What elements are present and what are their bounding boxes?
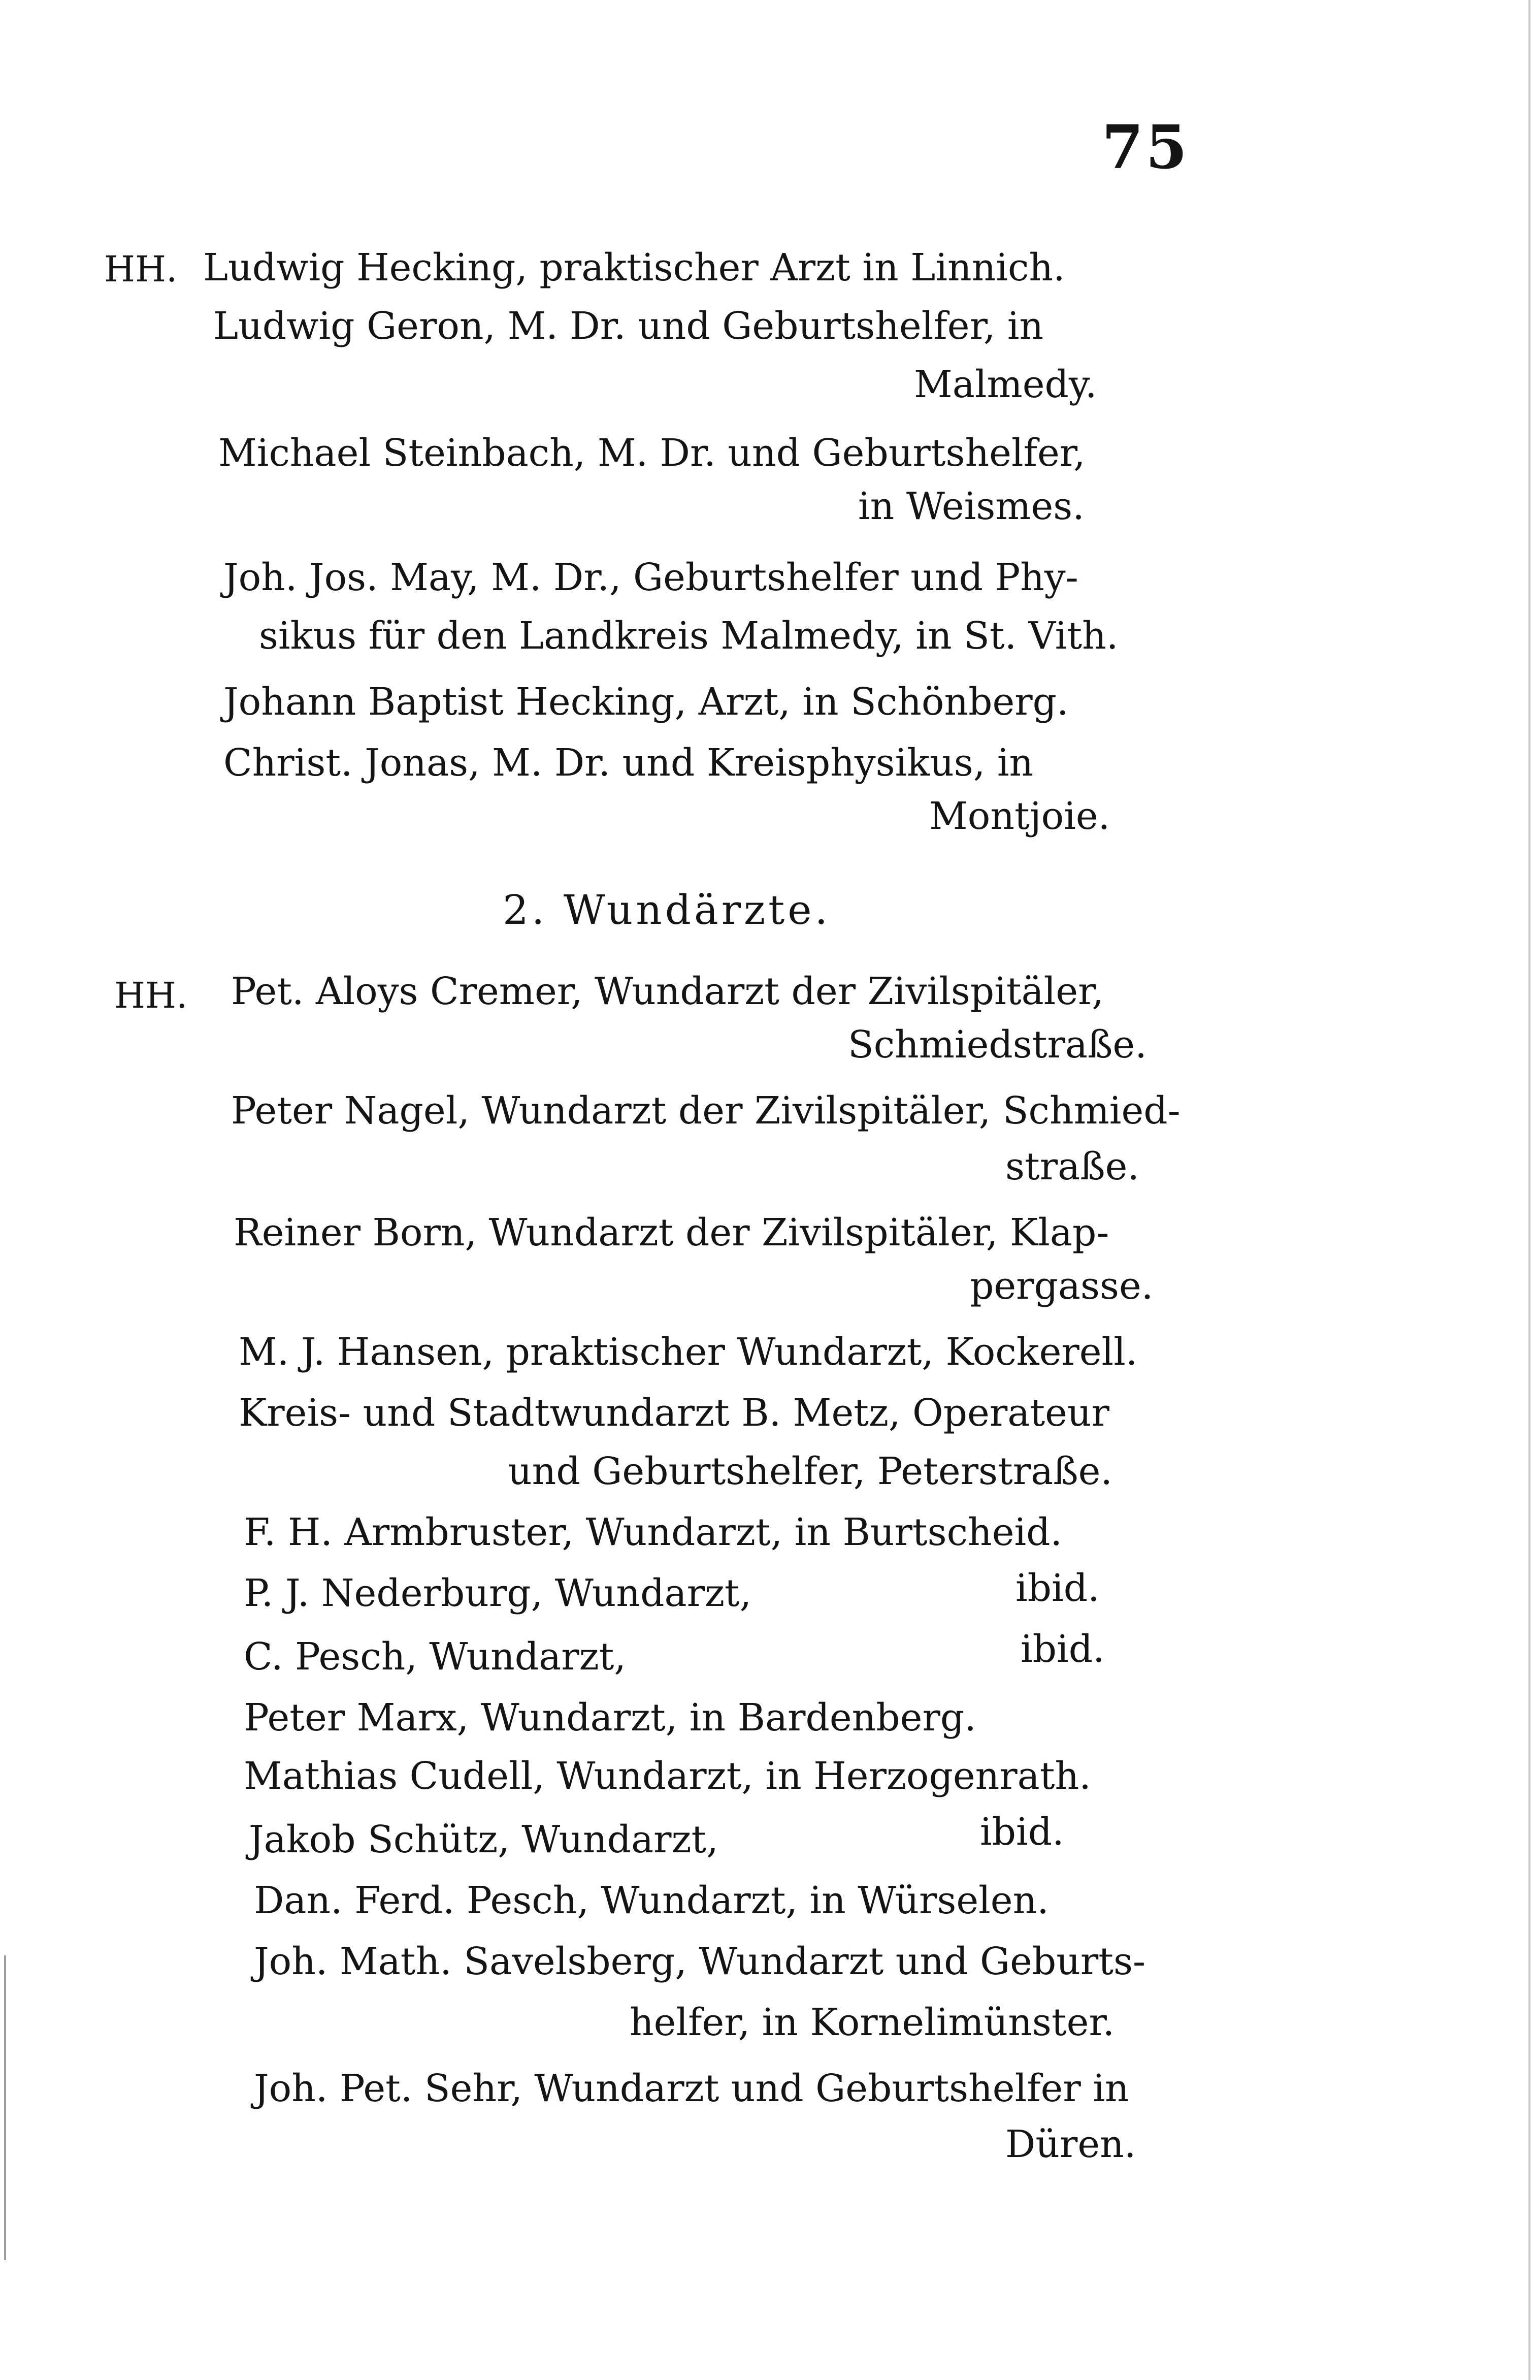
- entry-line: Reiner Born, Wundarzt der Zivilspitäler, Klap-: [234, 1211, 1109, 1255]
- entry-line: Montjoie.: [929, 794, 1110, 838]
- entry-line: pergasse.: [970, 1264, 1154, 1308]
- entry-line: Ludwig Hecking, praktischer Arzt in Linnich.: [203, 246, 1065, 290]
- entry-line: ibid.: [1021, 1627, 1105, 1671]
- entry-line: Pet. Aloys Cremer, Wundarzt der Zivilspitäler,: [231, 970, 1104, 1013]
- page-edge-shadow: [1528, 0, 1531, 2380]
- entry-line: Peter Marx, Wundarzt, in Bardenberg.: [244, 1696, 976, 1740]
- entry-line: F. H. Armbruster, Wundarzt, in Burtscheid.: [244, 1510, 1063, 1554]
- entry-line: M. J. Hansen, praktischer Wundarzt, Kockerell.: [239, 1330, 1138, 1374]
- entry-line: helfer, in Kornelimünster.: [630, 2001, 1115, 2044]
- entry-line: in Weismes.: [858, 485, 1085, 528]
- entry-line: Johann Baptist Hecking, Arzt, in Schönberg.: [223, 680, 1069, 724]
- entry-line: sikus für den Landkreis Malmedy, in St. Vith.: [259, 614, 1119, 658]
- section-heading: 2. Wundärzte.: [503, 886, 831, 934]
- entry-line: Joh. Jos. May, M. Dr., Geburtshelfer und Phy-: [223, 556, 1078, 599]
- entry-line: ibid.: [980, 1810, 1064, 1854]
- page-number: 75: [1102, 112, 1190, 182]
- entry-line: C. Pesch, Wundarzt,: [244, 1635, 626, 1679]
- entry-line: und Geburtshelfer, Peterstraße.: [508, 1450, 1112, 1493]
- entry-line: Peter Nagel, Wundarzt der Zivilspitäler, Schmied-: [231, 1089, 1181, 1133]
- entry-line: Kreis- und Stadtwundarzt B. Metz, Operateur: [239, 1391, 1109, 1435]
- entry-line: Dan. Ferd. Pesch, Wundarzt, in Würselen.: [254, 1879, 1049, 1922]
- entry-line: Christ. Jonas, M. Dr. und Kreisphysikus, in: [223, 741, 1034, 785]
- entry-line: Düren.: [1005, 2122, 1136, 2166]
- entry-line: Jakob Schütz, Wundarzt,: [249, 1818, 718, 1861]
- entry-line: Schmiedstraße.: [848, 1023, 1147, 1067]
- section1-prefix: HH.: [104, 248, 178, 290]
- entry-line: Mathias Cudell, Wundarzt, in Herzogenrath.: [244, 1754, 1091, 1798]
- section2-prefix: HH.: [114, 975, 188, 1016]
- entry-line: Michael Steinbach, M. Dr. und Geburtshelfer,: [218, 431, 1086, 475]
- entry-line: Joh. Math. Savelsberg, Wundarzt und Geburts-: [254, 1940, 1145, 1983]
- entry-line: P. J. Nederburg, Wundarzt,: [244, 1571, 752, 1615]
- entry-line: Malmedy.: [914, 363, 1097, 406]
- entry-line: ibid.: [1015, 1566, 1100, 1610]
- entry-line: straße.: [1005, 1145, 1139, 1188]
- entry-line: Ludwig Geron, M. Dr. und Geburtshelfer, in: [213, 304, 1044, 348]
- entry-line: Joh. Pet. Sehr, Wundarzt und Geburtshelfer in: [254, 2067, 1129, 2110]
- page-edge-mark: [4, 1955, 6, 2260]
